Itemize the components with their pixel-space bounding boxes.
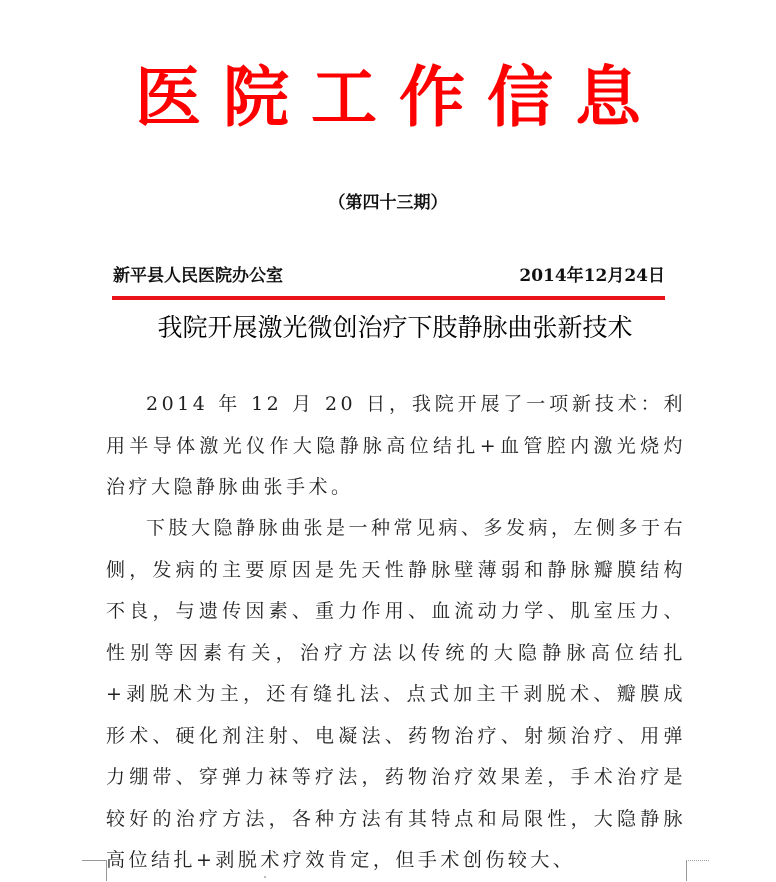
paragraph: 下肢大隐静脉曲张是一种常见病、多发病，左侧多于右侧，发病的主要原因是先天性静脉壁薄弱和静脉瓣膜结构不良，与遗传因素、重力作用、血流动力学、肌室压力、性别等因素有关，治疗方法以传统的大隐静脉高位结扎+剥脱术为主，还有缝扎法、点式加主干剥脱术、瓣膜成形术、硬化剂注射、电凝法、药物治疗、射频治疗、用弹力绷带、穿弹力袜等疗法，药物治疗效果差，手术治疗是较好的治疗方法，各种方法有其特点和局限性，大隐静脉高位结扎+剥脱术疗效肯定，但手术创伤较大、 (106, 517, 687, 871)
issue-date: 2014年12月24日 (519, 266, 665, 286)
page-margin-mark-right (686, 860, 709, 881)
paragraph: 2014 年 12 月 20 日，我院开展了一项新技术：利用半导体激光仪作大隐静脉高位结扎+血管腔内激光烧灼治疗大隐静脉曲张手术。 (106, 393, 686, 498)
issuer-name: 新平县人民医院办公室 (113, 266, 283, 286)
article-body-1 (106, 384, 686, 509)
masthead-title: 医院工作信息 (135, 59, 663, 136)
page-center-mark (264, 876, 266, 878)
issue-number: （第四十三期） (328, 193, 448, 213)
article-headline: 我院开展激光微创治疗下肢静脉曲张新技术 (157, 313, 633, 342)
article-body-2 (106, 508, 686, 882)
red-divider (112, 296, 665, 300)
page-margin-mark-left (82, 860, 107, 881)
